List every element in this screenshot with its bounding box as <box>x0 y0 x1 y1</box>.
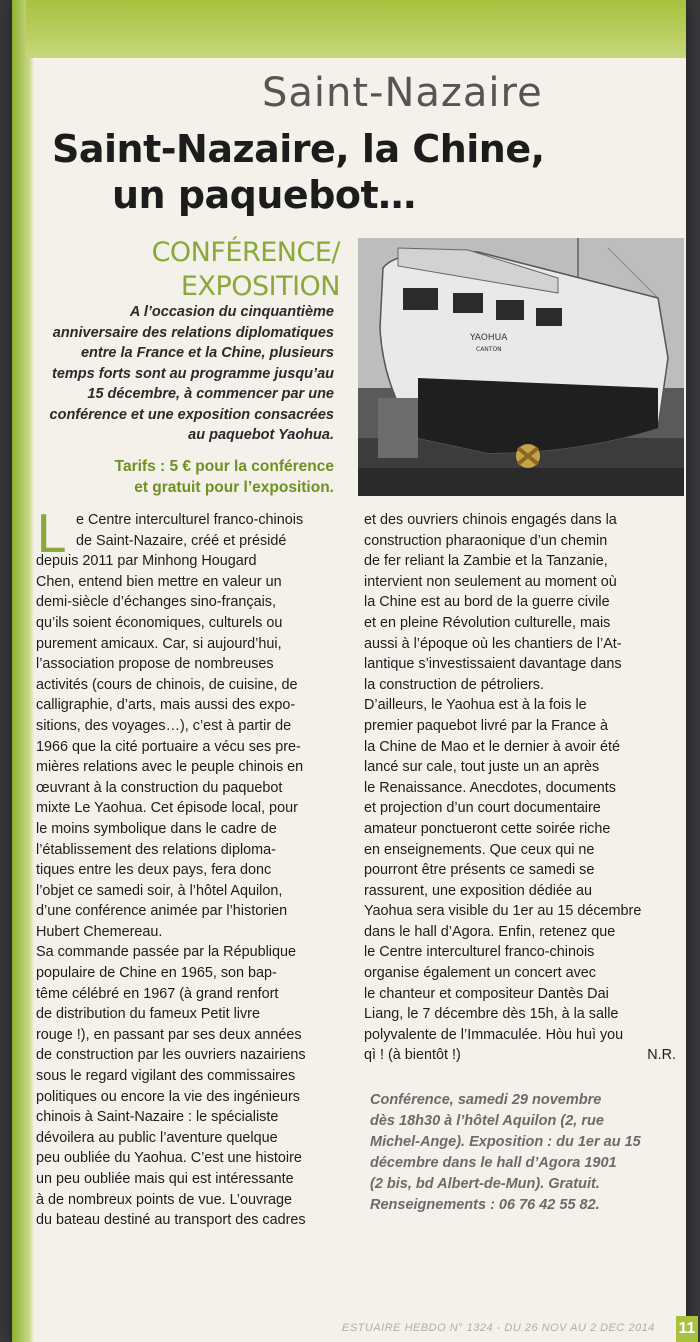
ship-name-label: YAOHUA <box>470 333 508 343</box>
intro-line: entre la France et la Chine, plusieurs <box>80 345 334 361</box>
info-line: décembre dans le hall d’Agora 1901 <box>370 1155 617 1171</box>
body-line: la Chine de Mao et le dernier à avoir été <box>364 738 620 755</box>
section-kicker: Saint-Nazaire <box>262 70 543 116</box>
body-line: lantique s’investissaient davantage dans <box>364 656 622 673</box>
title-line-2: un paquebot… <box>112 173 416 217</box>
body-line: l’objet ce samedi soir, à l’hôtel Aquilon, <box>36 882 283 899</box>
body-line: tême célébré en 1967 (à grand renfort <box>36 985 279 1002</box>
intro-line: A l’occasion du cinquantième <box>129 304 334 320</box>
event-info-box <box>370 1090 670 1216</box>
intro-line: au paquebot Yaohua. <box>188 427 334 443</box>
article-title <box>52 126 672 218</box>
body-line: demi-siècle d’échanges sino-français, <box>36 594 276 611</box>
body-line: organise également un concert avec <box>364 965 596 982</box>
body-line: politiques ou encore la vie des ingénieurs <box>36 1088 300 1105</box>
body-line: en enseignements. Que ceux qui ne <box>364 841 595 858</box>
body-line: mières relations avec le peuple chinois en <box>36 759 304 776</box>
body-line: le chanteur et compositeur Dantès Dai <box>364 985 609 1002</box>
info-line: Renseignements : 06 76 42 55 82. <box>370 1197 600 1213</box>
body-line: et projection d’un court documentaire <box>364 800 601 817</box>
body-line: l’établissement des relations diploma- <box>36 841 276 858</box>
body-line: pourront être présents ce samedi se <box>364 862 595 879</box>
body-line: activités (cours de chinois, de cuisine, de <box>36 676 298 693</box>
body-line: sous le regard vigilant des commissaires <box>36 1068 296 1085</box>
body-line: le moins symbolique dans le cadre de <box>36 820 277 837</box>
section-heading <box>52 236 340 304</box>
body-line: intervient non seulement au moment où <box>364 573 617 590</box>
body-line: un peu oubliée mais qui est intéressante <box>36 1171 294 1187</box>
tarifs-line: Tarifs : 5 € pour la conférence <box>114 458 334 475</box>
body-line: du bateau destiné au transport des cadres <box>36 1212 306 1229</box>
body-line: et des ouvriers chinois engagés dans la <box>364 512 617 528</box>
body-line: calligraphie, d’arts, mais aussi des expo- <box>36 697 296 714</box>
body-line: Sa commande passée par la République <box>36 944 296 961</box>
body-line: de construction par les ouvriers nazairiens <box>36 1047 306 1064</box>
closing-text: qì ! (à bientôt !) <box>364 1047 461 1064</box>
author-signature: N.R. <box>647 1047 676 1064</box>
body-line: sitions, des voyages…), c’est à partir de <box>36 717 292 734</box>
body-line: peu oubliée du Yaohua. C’est une histoire <box>36 1150 302 1167</box>
body-line: et en pleine Révolution culturelle, mais <box>364 614 611 631</box>
body-line: Hubert Chemereau. <box>36 923 163 940</box>
body-line: de distribution du fameux Petit livre <box>36 1006 260 1023</box>
section-heading-line-2: EXPOSITION <box>180 271 340 302</box>
body-line: qu’ils soient économiques, culturels ou <box>36 614 283 631</box>
info-line: (2 bis, bd Albert-de-Mun). Gratuit. <box>370 1176 600 1192</box>
body-line: 1966 que la cité portuaire a vécu ses pre- <box>36 738 301 755</box>
body-column-2 <box>364 510 676 1066</box>
body-line: Chen, entend bien mettre en valeur un <box>36 573 282 590</box>
info-line: Michel-Ange). Exposition : du 1er au 15 <box>370 1134 641 1150</box>
body-line: la Chine est au bord de la guerre civile <box>364 594 610 611</box>
body-line: polyvalente de l’Immaculée. Hòu huì you <box>364 1026 624 1043</box>
body-line: tiques entre les deux pays, fera donc <box>36 862 272 879</box>
left-color-band <box>12 0 34 1342</box>
body-line: D’ailleurs, le Yaohua est à la fois le <box>364 697 587 714</box>
body-line: dans le hall d’Agora. Enfin, retenez que <box>364 923 616 940</box>
body-line: construction pharaonique d’un chemin <box>364 532 608 549</box>
intro-line: anniversaire des relations diplomatiques <box>52 324 334 341</box>
ship-port-label: CANTON <box>476 346 502 353</box>
body-line: populaire de Chine en 1965, son bap- <box>36 965 277 982</box>
intro-paragraph <box>28 302 334 446</box>
body-line: œuvrant à la construction du paquebot <box>36 779 283 796</box>
info-line: Conférence, samedi 29 novembre <box>370 1092 602 1108</box>
body-line: dévoilera au public l’aventure quelque <box>36 1129 278 1146</box>
body-line: lancé sur cale, tout juste un an après <box>364 759 600 776</box>
body-line: le Centre interculturel franco-chinois <box>364 944 595 961</box>
page-footer: ESTUAIRE HEBDO N° 1324 - DU 26 NOV AU 2 DEC 2014 <box>342 1322 655 1334</box>
tarifs-paragraph <box>42 456 334 498</box>
drop-cap: L <box>36 505 65 565</box>
intro-line: temps forts sont au programme jusqu’au <box>52 365 334 382</box>
info-line: dès 18h30 à l’hôtel Aquilon (2, rue <box>370 1113 604 1129</box>
body-line: e Centre interculturel franco-chinois <box>76 512 304 528</box>
body-line: l’association propose de nombreuses <box>36 656 274 673</box>
intro-line: 15 décembre, à commencer par une <box>87 386 334 402</box>
body-line: d’une conférence animée par l’historien <box>36 903 288 920</box>
section-heading-line-1: CONFÉRENCE/ <box>151 237 340 268</box>
top-color-band <box>26 0 686 58</box>
body-line: rassurent, une exposition dédiée au <box>364 882 593 899</box>
body-line: amateur ponctueront cette soirée riche <box>364 820 611 837</box>
body-line: rouge !), en passant par ses deux années <box>36 1026 302 1043</box>
body-line: aussi à l’époque où les chantiers de l’At- <box>364 635 622 652</box>
body-line: à de nombreux points de vue. L’ouvrage <box>36 1191 293 1208</box>
title-line-1: Saint-Nazaire, la Chine, <box>52 127 545 171</box>
body-line: la construction de pétroliers. <box>364 676 544 693</box>
body-line: de fer reliant la Zambie et la Tanzanie, <box>364 553 608 570</box>
body-column-1 <box>36 505 340 1231</box>
body-line: le Renaissance. Anecdotes, documents <box>364 779 616 796</box>
intro-line: conférence et une exposition consacrées <box>49 406 334 423</box>
body-line: premier paquebot livré par la France à <box>364 717 608 734</box>
body-line: Liang, le 7 décembre dès 15h, à la salle <box>364 1006 619 1023</box>
body-line: de Saint-Nazaire, créé et présidé <box>76 532 287 549</box>
body-line: chinois à Saint-Nazaire : le spécialiste <box>36 1109 279 1126</box>
body-line: mixte Le Yaohua. Cet épisode local, pour <box>36 800 298 817</box>
tarifs-line: et gratuit pour l’exposition. <box>134 479 334 496</box>
ship-photo <box>358 238 684 496</box>
page-number: 11 <box>676 1316 698 1342</box>
closing-line <box>364 1045 676 1066</box>
body-line: Yaohua sera visible du 1er au 15 décembre <box>364 903 642 920</box>
body-line: depuis 2011 par Minhong Hougard <box>36 553 257 570</box>
body-line: purement amicaux. Car, si aujourd’hui, <box>36 635 282 652</box>
magazine-page <box>12 0 696 1342</box>
